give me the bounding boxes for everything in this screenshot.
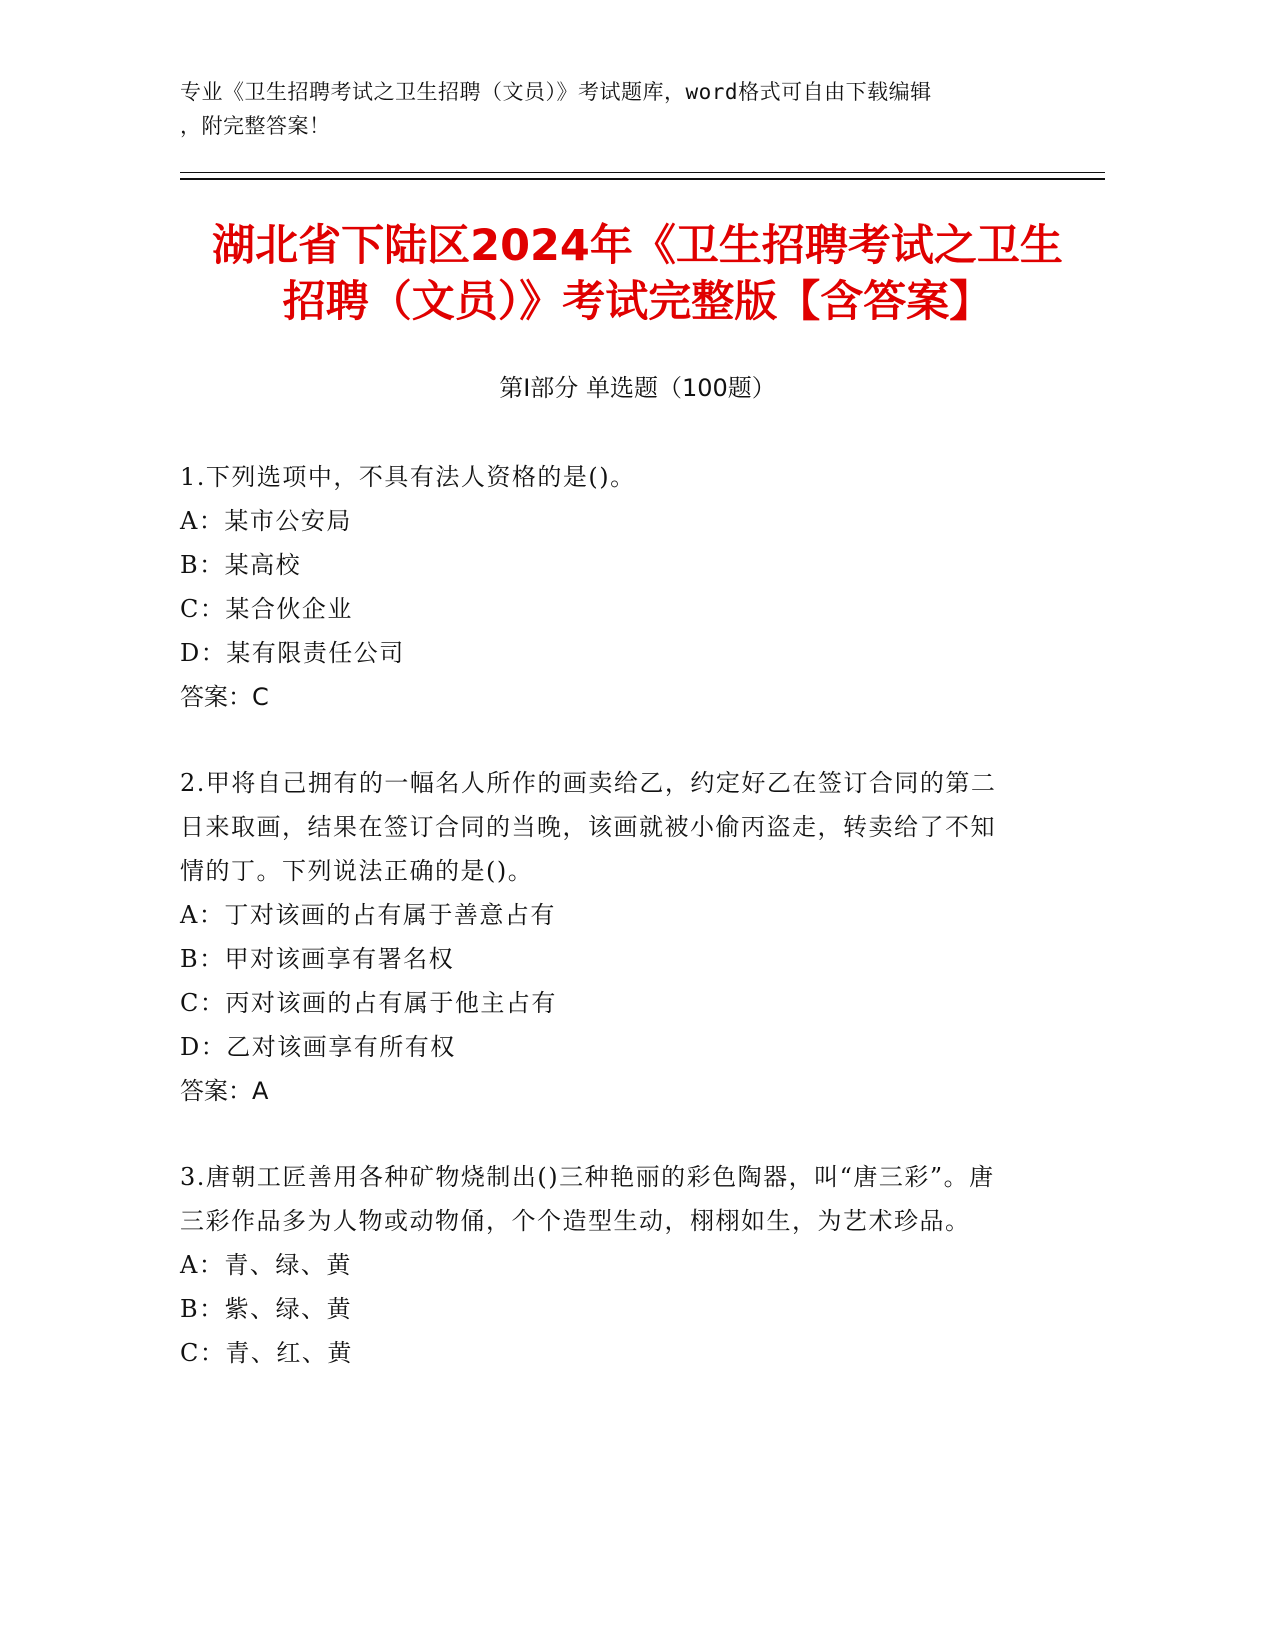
document-title-line-1: 湖北省下陆区2024年《卫生招聘考试之卫生 xyxy=(212,221,1063,271)
question-item xyxy=(180,455,1020,719)
question-stem: 3.唐朝工匠善用各种矿物烧制出()三种艳丽的彩色陶器，叫“唐三彩”。唐三彩作品多为人物或动物俑，个个造型生动，栩栩如生，为艺术珍品。 xyxy=(180,1163,995,1235)
document-title xyxy=(140,218,1135,330)
question-stem: 2.甲将自己拥有的一幅名人所作的画卖给乙，约定好乙在签订合同的第二日来取画，结果在签订合同的当晚，该画就被小偷丙盗走，转卖给了不知情的丁。下列说法正确的是()。 xyxy=(180,769,997,885)
header-divider-thick xyxy=(180,178,1105,180)
header-note-line-2: ，附完整答案！ xyxy=(180,114,331,138)
header-note xyxy=(180,75,1050,143)
question-option: C：某合伙企业 xyxy=(180,595,353,623)
header-note-line-1: 专业《卫生招聘考试之卫生招聘（文员）》考试题库，word格式可自由下载编辑 xyxy=(180,80,932,104)
question-option: B：甲对该画享有署名权 xyxy=(180,945,455,973)
question-item xyxy=(180,1155,1020,1375)
question-option: A：丁对该画的占有属于善意占有 xyxy=(180,901,556,929)
question-option: A：某市公安局 xyxy=(180,507,352,535)
document-title-line-2: 招聘（文员）》考试完整版【含答案】 xyxy=(282,277,993,327)
question-answer: 答案：C xyxy=(180,683,269,711)
question-option: B：某高校 xyxy=(180,551,302,579)
question-option: C：丙对该画的占有属于他主占有 xyxy=(180,989,557,1017)
question-option: C：青、红、黄 xyxy=(180,1339,353,1367)
question-option: D：某有限责任公司 xyxy=(180,639,405,667)
section-title: 第Ⅰ部分 单选题（100题） xyxy=(499,374,776,402)
question-stem: 1.下列选项中，不具有法人资格的是()。 xyxy=(180,463,636,491)
question-item xyxy=(180,761,1020,1113)
question-option: D：乙对该画享有所有权 xyxy=(180,1033,456,1061)
question-answer: 答案：A xyxy=(180,1077,269,1105)
question-option: B：紫、绿、黄 xyxy=(180,1295,353,1323)
question-option: A：青、绿、黄 xyxy=(180,1251,352,1279)
header-divider-thin xyxy=(180,172,1105,173)
question-list xyxy=(180,455,1020,1417)
